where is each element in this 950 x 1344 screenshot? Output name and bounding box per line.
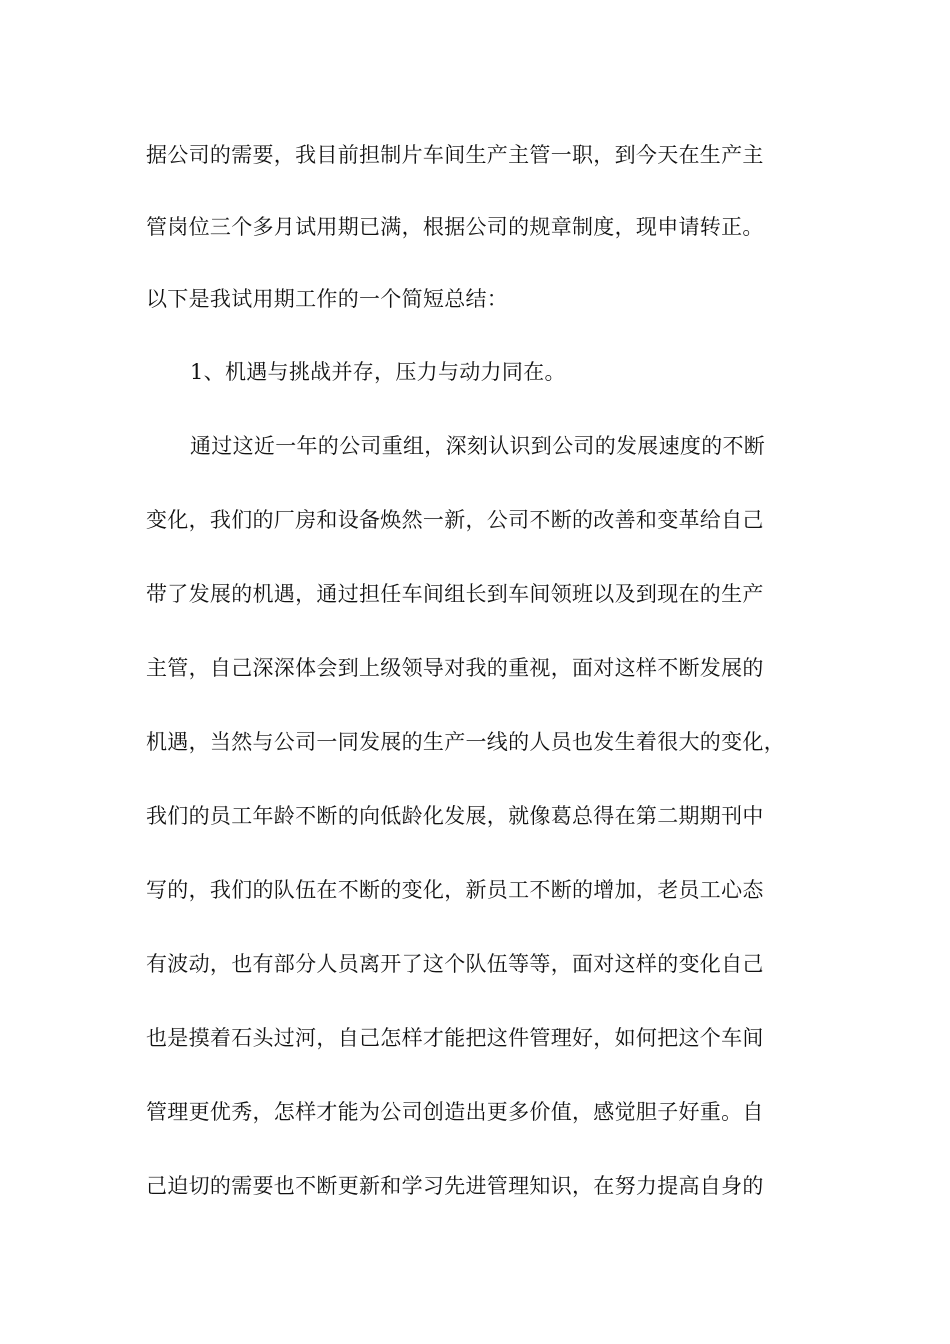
text-line: 管理更优秀，怎样才能为公司创造出更多价值，感觉胆子好重。自 [146,1100,764,1124]
text-line: 主管，自己深深体会到上级领导对我的重视，面对这样不断发展的 [146,656,764,680]
text-line: 有波动，也有部分人员离开了这个队伍等等，面对这样的变化自己 [146,952,764,976]
text-line: 己迫切的需要也不断更新和学习先进管理知识，在努力提高自身的 [146,1174,764,1198]
text-line: 机遇，当然与公司一同发展的生产一线的人员也发生着很大的变化， [146,730,785,754]
text-line: 以下是我试用期工作的一个简短总结： [146,287,509,311]
text-line: 变化，我们的厂房和设备焕然一新，公司不断的改善和变革给自己 [146,508,764,532]
text-line: 管岗位三个多月试用期已满，根据公司的规章制度，现申请转正。 [146,215,764,239]
text-line: 带了发展的机遇，通过担任车间组长到车间领班以及到现在的生产 [146,582,764,606]
text-line: 写的，我们的队伍在不断的变化，新员工不断的增加，老员工心态 [146,878,764,902]
text-line: 我们的员工年龄不断的向低龄化发展，就像葛总得在第二期期刊中 [146,804,764,828]
text-line: 也是摸着石头过河，自己怎样才能把这件管理好，如何把这个车间 [146,1026,764,1050]
paragraph-first-line: 通过这近一年的公司重组，深刻认识到公司的发展速度的不断 [190,434,766,458]
list-item-heading: 1、机遇与挑战并存，压力与动力同在。 [190,360,566,384]
text-line: 据公司的需要，我目前担制片车间生产主管一职，到今天在生产主 [146,143,764,167]
